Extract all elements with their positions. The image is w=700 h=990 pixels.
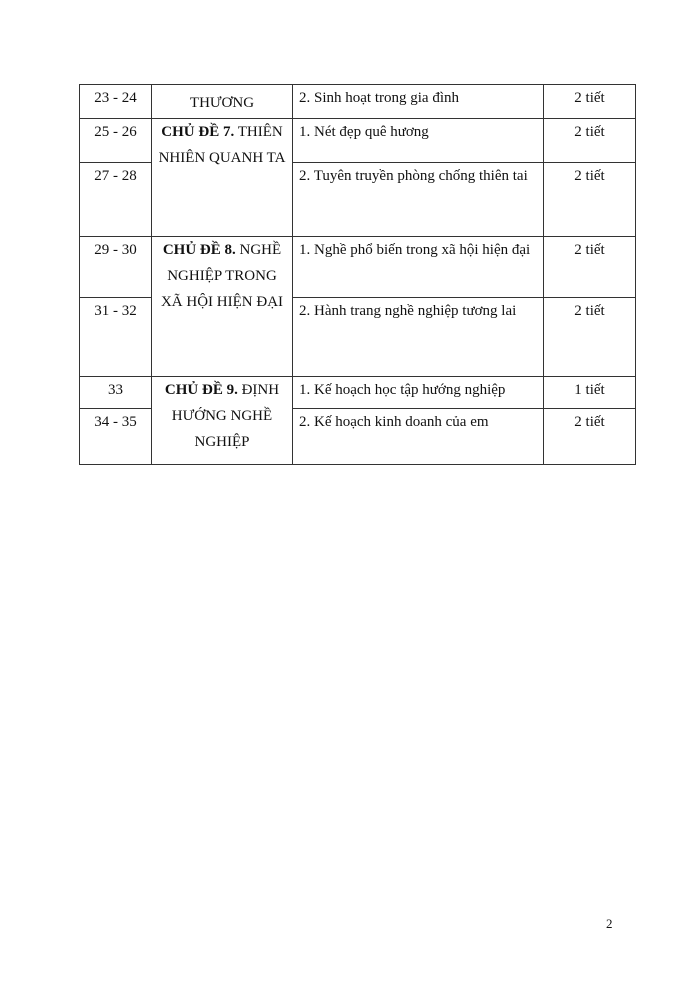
table-row [80,85,636,119]
curriculum-table [79,84,636,465]
lesson-cell: 1. Nghề phổ biến trong xã hội hiện đại [293,237,544,298]
lesson-cell: 2. Sinh hoạt trong gia đình [293,85,544,119]
period-cell: 33 [80,377,152,409]
topic-cell [152,377,293,465]
page-number: 2 [606,916,613,931]
hours-cell: 2 tiết [544,409,636,465]
table-row [80,237,636,298]
topic-cell [152,119,293,237]
lesson-cell: 2. Kế hoạch kinh doanh của em [293,409,544,465]
period-cell: 23 - 24 [80,85,152,119]
topic-cell [152,237,293,377]
period-cell: 25 - 26 [80,119,152,163]
period-cell: 29 - 30 [80,237,152,298]
lesson-cell: 2. Tuyên truyền phòng chống thiên tai [293,163,544,237]
topic-label: CHỦ ĐỀ 9. [164,382,238,398]
hours-cell: 1 tiết [544,377,636,409]
hours-cell: 2 tiết [544,163,636,237]
hours-cell: 2 tiết [544,298,636,377]
table-row [80,119,636,163]
topic-cell [152,85,293,119]
topic-title: ĐỊNH HƯỚNG NGHỀ NGHIỆP [171,382,280,450]
topic-title: THIÊN NHIÊN QUANH TA [158,124,286,166]
lesson-cell: 1. Nét đẹp quê hương [293,119,544,163]
topic-label: CHỦ ĐỀ 7. [161,124,235,140]
table-row [80,377,636,409]
lesson-cell: 2. Hành trang nghề nghiệp tương lai [293,298,544,377]
topic-label: CHỦ ĐỀ 8. [162,242,236,258]
period-cell: 34 - 35 [80,409,152,465]
period-cell: 27 - 28 [80,163,152,237]
hours-cell: 2 tiết [544,85,636,119]
hours-cell: 2 tiết [544,119,636,163]
hours-cell: 2 tiết [544,237,636,298]
topic-title: THƯƠNG [189,95,255,111]
lesson-cell: 1. Kế hoạch học tập hướng nghiệp [293,377,544,409]
topic-title: NGHỀ NGHIỆP TRONG XÃ HỘI HIỆN ĐẠI [160,242,284,310]
period-cell: 31 - 32 [80,298,152,377]
